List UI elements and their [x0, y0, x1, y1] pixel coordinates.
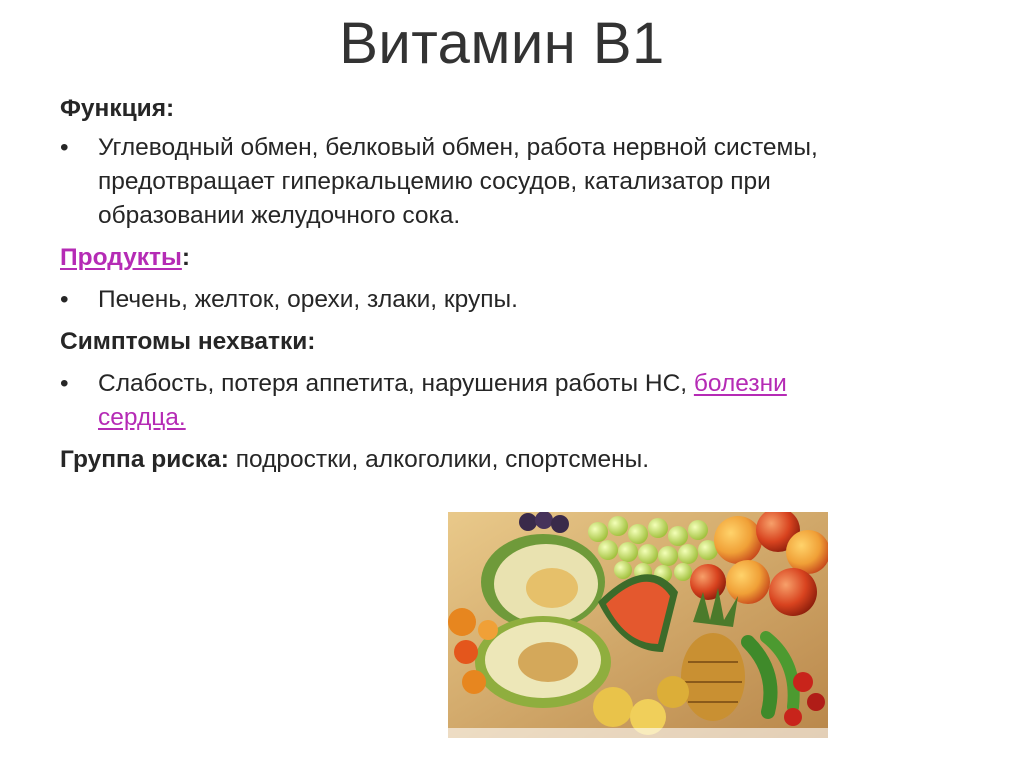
bullet-glyph: •	[60, 134, 69, 161]
risk-group-line	[60, 443, 960, 477]
symptoms-text: Слабость, потеря аппетита, нарушения работы НС,	[98, 370, 694, 397]
symptoms-line-1	[98, 367, 960, 401]
products-heading-colon: :	[181, 244, 191, 271]
bullet-glyph: •	[60, 370, 69, 397]
function-line-3: образовании желудочного сока.	[98, 202, 461, 229]
slide-title: Витамин В1	[339, 11, 665, 76]
symptoms-line-2	[98, 401, 960, 435]
photo-watermark	[448, 728, 828, 738]
products-text: Печень, желток, орехи, злаки, крупы.	[98, 286, 518, 313]
symptoms-heading: Симптомы нехватки:	[60, 328, 316, 355]
heart-disease-link[interactable]: болезни	[693, 370, 787, 397]
fruit-photo	[448, 512, 828, 738]
products-link[interactable]: Продукты	[60, 244, 182, 271]
function-line-2: предотвращает гиперкальцемию сосудов, катализатор при	[98, 168, 771, 195]
function-bullet	[60, 131, 960, 233]
heart-disease-link-continued[interactable]: сердца.	[98, 404, 186, 431]
products-heading	[60, 241, 960, 275]
risk-group-value: подростки, алкоголики, спортсмены.	[228, 446, 650, 473]
function-line-1: Углеводный обмен, белковый обмен, работа нервной системы,	[98, 134, 818, 161]
symptoms-bullet	[60, 367, 960, 435]
bullet-glyph: •	[60, 286, 69, 313]
fruit-illustration	[448, 512, 828, 738]
products-bullet	[60, 283, 960, 317]
risk-group-label: Группа риска:	[60, 446, 229, 473]
slide-body	[60, 92, 960, 477]
function-heading: Функция:	[60, 95, 175, 122]
melon-slice	[481, 534, 605, 630]
